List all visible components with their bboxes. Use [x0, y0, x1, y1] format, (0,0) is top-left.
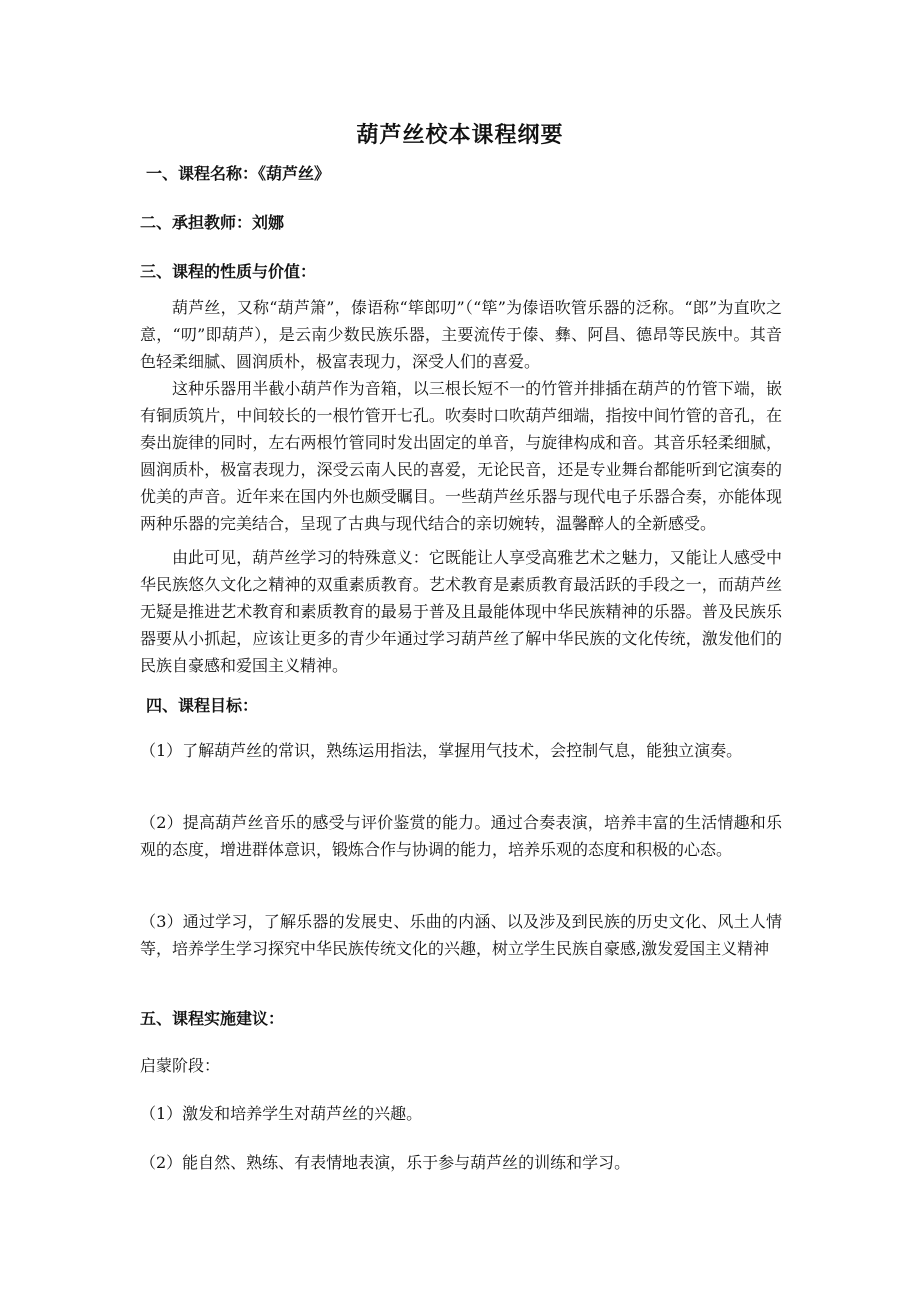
goal-item-1: （1）了解葫芦丝的常识，熟练运用指法，掌握用气技术，会控制气息，能独立演奏。 — [140, 741, 743, 760]
goal-item-2: （2）提高葫芦丝音乐的感受与评价鉴赏的能力。通过合奏表演，培养丰富的生活情趣和乐观的态度，增进群体意识，锻炼合作与协调的能力，培养乐观的态度和积极的心态。 — [140, 813, 782, 859]
goal-item-3: （3）通过学习，了解乐器的发展史、乐曲的内涵、以及涉及到民族的历史文化、风土人情等，培养学生学习探究中华民族传统文化的兴趣，树立学生民族自豪感,激发爱国主义精神 — [140, 912, 782, 958]
section-teacher-heading: 二、承担教师：刘娜 — [140, 213, 285, 232]
section-course-name-heading: 一、课程名称：《葫芦丝》 — [146, 164, 331, 183]
document-title: 葫芦丝校本课程纲要 — [356, 122, 564, 148]
nature-paragraph-1: 葫芦丝，又称“葫芦箫”，傣语称“筚郎叨”（“筚”为傣语吹管乐器的泛称。“郎”为直吹之意，“叨”即葫芦），是云南少数民族乐器，主要流传于傣、彝、阿昌、德昂等民族中。其音色轻柔细腻、圆润质朴，极富表现力，深受人们的喜爱。 — [140, 298, 782, 371]
stage-item-2: （2）能自然、熟练、有表情地表演，乐于参与葫芦丝的训练和学习。 — [140, 1153, 631, 1172]
stage-item-1: （1）激发和培养学生对葫芦丝的兴趣。 — [140, 1104, 423, 1123]
section-nature-heading: 三、课程的性质与价值： — [140, 262, 317, 281]
section-implementation-heading: 五、课程实施建议： — [140, 1009, 285, 1028]
stage-label: 启蒙阶段： — [140, 1056, 221, 1075]
section-goals-heading: 四、课程目标： — [146, 696, 259, 715]
nature-paragraph-3: 由此可见，葫芦丝学习的特殊意义：它既能让人享受高雅艺术之魅力，又能让人感受中华民族悠久文化之精神的双重素质教育。艺术教育是素质教育最活跃的手段之一，而葫芦丝无疑是推进艺术教育和素质教育的最易于普及且最能体现中华民族精神的乐器。普及民族乐器要从小抓起，应该让更多的青少年通过学习葫芦丝了解中华民族的文化传统，激发他们的民族自豪感和爱国主义精神。 — [140, 548, 782, 675]
nature-paragraph-2: 这种乐器用半截小葫芦作为音箱，以三根长短不一的竹管并排插在葫芦的竹管下端，嵌有铜质筑片，中间较长的一根竹管开七孔。吹奏时口吹葫芦细端，指按中间竹管的音孔，在奏出旋律的同时，左右两根竹管同时发出固定的单音，与旋律构成和音。其音乐轻柔细腻，圆润质朴，极富表现力，深受云南人民的喜爱，无论民音，还是专业舞台都能听到它演奏的优美的声音。近年来在国内外也颇受瞩目。一些葫芦丝乐器与现代电子乐器合奏，亦能体现两种乐器的完美结合，呈现了古典与现代结合的亲切婉转，温馨醉人的全新感受。 — [140, 379, 782, 533]
